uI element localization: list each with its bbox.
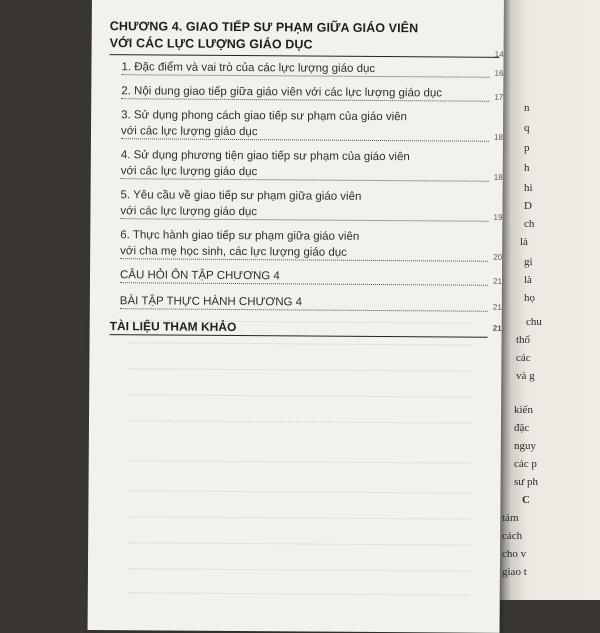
exercises-entry <box>108 293 502 312</box>
show-through-rule <box>129 420 471 423</box>
show-through-rule <box>129 368 471 371</box>
adjacent-text-fragment: D <box>524 200 532 212</box>
dot-leader <box>120 308 488 312</box>
references-page: 21 <box>492 323 502 333</box>
show-through-rule <box>128 542 470 545</box>
toc-entry-5 <box>108 187 503 222</box>
adjacent-text-fragment: và g <box>516 370 535 382</box>
toc-entry-text-line2: với cha mẹ học sinh, các lực lượng giáo dục <box>120 245 347 259</box>
adjacent-text-fragment: là <box>520 236 528 248</box>
adjacent-text-fragment: cách <box>502 530 523 542</box>
toc-entry-6 <box>108 227 503 262</box>
toc-entry-page: 19 <box>493 212 503 222</box>
chapter-page-number: 14 <box>494 49 504 59</box>
exercises-label: BÀI TẬP THỰC HÀNH CHƯƠNG 4 <box>119 295 303 309</box>
adjacent-text-fragment: ch <box>524 218 535 230</box>
review-questions-label: CÂU HỎI ÔN TẬP CHƯƠNG 4 <box>119 269 280 283</box>
chapter-rule <box>110 54 500 58</box>
adjacent-page <box>502 0 600 600</box>
adjacent-text-fragment: đặc <box>514 422 530 434</box>
chapter-heading <box>110 18 500 55</box>
adjacent-text-fragment: giao t <box>502 566 527 578</box>
toc-entry-3 <box>109 107 504 142</box>
toc-entry-page: 18 <box>494 132 504 142</box>
toc-entry-text: 3. Sử dụng phong cách giao tiếp sư phạm của giáo viên <box>121 109 408 124</box>
adjacent-text-fragment: q <box>524 122 530 134</box>
show-through-rule <box>129 460 471 463</box>
toc-entry-text-line2: với các lực lượng giáo dục <box>120 125 258 139</box>
adjacent-text-fragment: gi <box>524 256 533 268</box>
adjacent-text-fragment: tám <box>502 512 519 524</box>
dot-leader <box>120 282 488 286</box>
show-through-rule <box>130 342 472 345</box>
adjacent-text-fragment: h <box>524 162 530 174</box>
adjacent-text-fragment: hi <box>524 182 533 194</box>
references-entry <box>108 319 502 336</box>
adjacent-text-fragment: nguy <box>514 440 536 452</box>
adjacent-text-fragment: thố <box>516 334 531 346</box>
review-questions-page: 21 <box>493 276 503 286</box>
adjacent-text-fragment: chu <box>526 316 542 328</box>
adjacent-text-fragment: kiến <box>514 404 533 416</box>
toc-entry-text: 2. Nội dung giao tiếp giữa giáo viên với các lực lượng giáo dục <box>121 85 443 100</box>
adjacent-text-fragment: p <box>524 142 530 154</box>
toc-entry-2 <box>109 83 504 102</box>
references-label: TÀI LIỆU THAM KHẢO <box>109 319 237 335</box>
toc-entry-text-line2: với các lực lượng giáo dục <box>120 205 258 219</box>
toc-entry-text: 6. Thực hành giao tiếp sư phạm giữa giáo viên <box>120 229 360 243</box>
toc-entry-text-line2: với các lực lượng giáo dục <box>120 165 258 179</box>
adjacent-text-fragment: các <box>516 352 531 364</box>
toc-entry-text: 4. Sử dụng phương tiện giao tiếp sư phạm của giáo viên <box>120 149 410 164</box>
review-questions-entry <box>108 267 503 286</box>
show-through-rule <box>128 592 470 595</box>
adjacent-text-fragment: sư ph <box>514 476 538 488</box>
adjacent-text-fragment: cho v <box>502 548 527 560</box>
chapter-title-line1: CHƯƠNG 4. GIAO TIẾP SƯ PHẠM GIỮA GIÁO VIÊN <box>109 19 419 36</box>
show-through-rule <box>129 394 471 397</box>
adjacent-text-fragment: là <box>524 274 532 286</box>
toc-page <box>88 0 504 633</box>
table-of-contents <box>108 18 504 336</box>
toc-entry-page: 20 <box>493 252 503 262</box>
toc-entry-page: 18 <box>493 172 503 182</box>
toc-entry-text: 5. Yêu cầu về giao tiếp sư phạm giữa giáo viên <box>120 189 362 203</box>
references-rule <box>110 334 488 338</box>
toc-entry-1 <box>109 59 504 78</box>
show-through-rule <box>128 516 470 519</box>
show-through-rule <box>129 490 471 493</box>
show-through-rule <box>128 568 470 571</box>
toc-entry-page: 17 <box>494 92 504 102</box>
toc-entry-text: 1. Đặc điểm và vai trò của các lực lượng giáo dục <box>121 61 376 75</box>
adjacent-text-fragment: n <box>524 102 530 114</box>
chapter-title-line2: VỚI CÁC LỰC LƯỢNG GIÁO DỤC <box>109 36 313 52</box>
toc-entry-4 <box>109 147 503 182</box>
adjacent-text-fragment: họ <box>524 292 535 304</box>
exercises-page: 21 <box>492 302 502 312</box>
adjacent-text-fragment: C <box>522 494 530 506</box>
toc-entry-page: 16 <box>494 68 504 78</box>
adjacent-text-fragment: các p <box>514 458 537 470</box>
